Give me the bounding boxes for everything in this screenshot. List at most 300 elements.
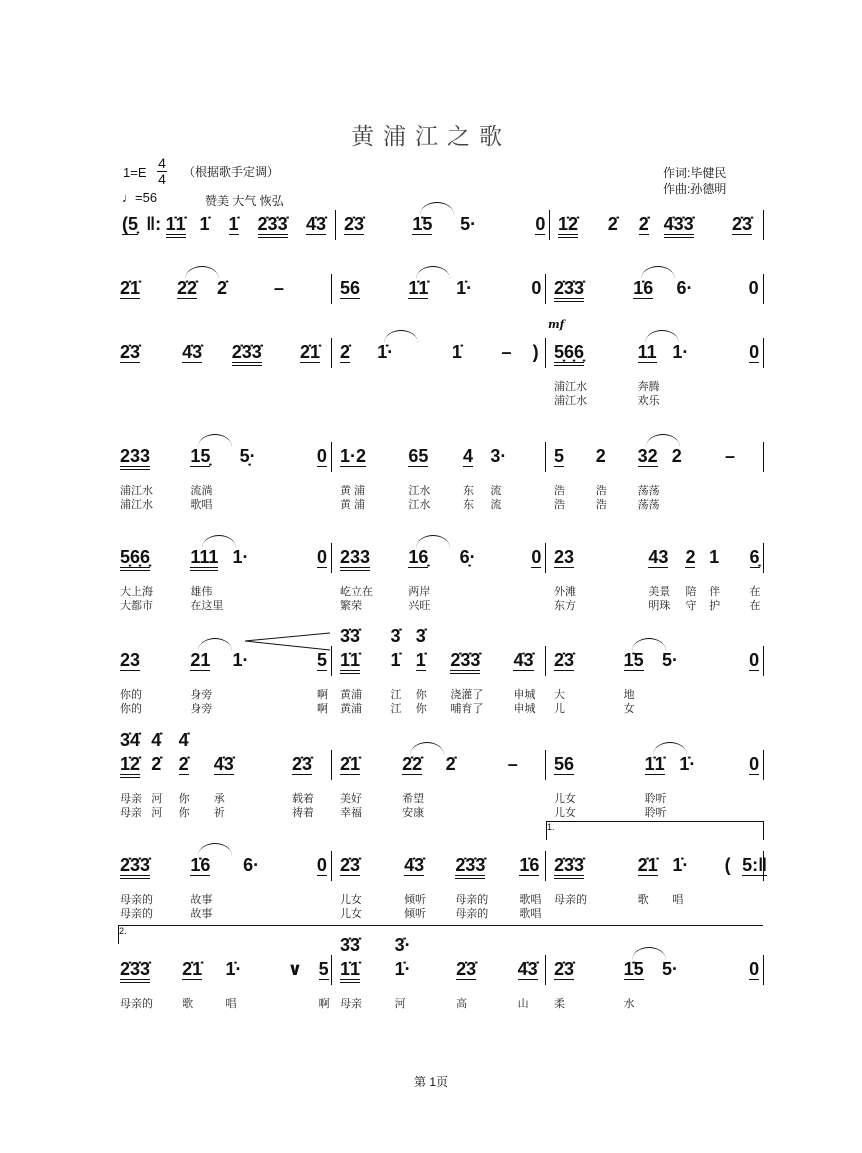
note: 16̣ <box>408 547 429 567</box>
lyric: 大都市 <box>120 600 153 612</box>
lyric: 祈 <box>213 807 225 819</box>
note: 4̇3̇ <box>182 342 203 362</box>
note-column <box>554 646 624 715</box>
staff-system <box>114 822 768 920</box>
note: 1̇· <box>672 855 689 875</box>
lyric: 倾听 <box>404 894 427 906</box>
note-column <box>317 543 331 573</box>
note: 1̇2̇ <box>120 754 141 774</box>
lyric: 儿女 <box>554 793 576 805</box>
note-column <box>318 955 331 1010</box>
note: 2̇3̇3̇ <box>120 855 151 875</box>
lyric: 黄浦 <box>340 703 362 715</box>
measure <box>332 851 546 920</box>
note: 5· <box>661 650 678 670</box>
note-column <box>531 543 545 573</box>
note: 0 <box>749 342 760 362</box>
lyric: 欢乐 <box>637 395 660 407</box>
note: 5· <box>460 214 477 234</box>
note: – <box>725 446 736 466</box>
note: 6̣ <box>749 547 760 567</box>
note-column <box>288 955 319 985</box>
lyric: 倾听 <box>404 908 427 920</box>
note: 2̇ <box>607 214 618 234</box>
note: 5̣6̣6̣ <box>554 342 585 362</box>
note-column <box>742 851 768 881</box>
note: 5 <box>316 650 327 670</box>
lyric: 浩 <box>554 499 565 511</box>
note-column <box>725 851 742 881</box>
note-column <box>709 543 749 612</box>
note: 4̇3̇ <box>404 855 425 875</box>
note-column <box>120 955 182 1010</box>
lyric: 儿女 <box>340 908 362 920</box>
tempo: ♩=56 <box>122 190 158 205</box>
measure <box>332 750 546 819</box>
lyric: 母亲的 <box>120 908 153 920</box>
note: – <box>273 278 284 298</box>
staff-system <box>114 926 764 1010</box>
lyric: 歌唱 <box>519 908 542 920</box>
note-column <box>213 750 292 819</box>
note: 0 <box>316 547 327 567</box>
lyric: 东 <box>463 499 474 511</box>
lyric: 河 <box>394 998 406 1010</box>
note: 11 <box>637 342 657 362</box>
note: 5:‖ <box>742 855 768 875</box>
note-column <box>463 442 490 511</box>
note-column <box>623 646 662 715</box>
note: 4̇3̇3̇ <box>663 214 694 234</box>
lyric: 你 <box>415 689 427 701</box>
note: 4̇3̇ <box>513 650 534 670</box>
note-column <box>340 626 390 715</box>
note: – <box>507 754 518 774</box>
note: 4̇3̇ <box>517 959 538 979</box>
note-column <box>644 750 680 819</box>
note-column <box>340 274 408 304</box>
note: 1̇1̇ <box>340 650 361 670</box>
lyric: 母亲的 <box>120 998 153 1010</box>
note-column <box>178 730 214 819</box>
note: 4̇3̇ <box>213 754 234 774</box>
note: 6· <box>676 278 693 298</box>
volta-bracket: 1. <box>546 821 764 840</box>
note: 43 <box>648 547 669 567</box>
note: 2̇1̇ <box>299 342 320 362</box>
note-column <box>517 955 545 1010</box>
note-column <box>190 851 243 920</box>
lyric: 啊 <box>316 689 328 701</box>
lyric: 身旁 <box>190 703 213 715</box>
measure <box>114 955 332 1010</box>
lyric: 浦江水 <box>554 381 587 393</box>
note: 0 <box>531 547 542 567</box>
note-column <box>340 338 377 368</box>
note: 2̇1̇ <box>637 855 658 875</box>
note: ( <box>724 855 731 875</box>
lyric: 黄 浦 <box>340 499 366 511</box>
measure <box>114 274 332 304</box>
note-column <box>664 210 732 240</box>
lyric: 儿 <box>554 703 565 715</box>
lyric: 兴旺 <box>408 600 431 612</box>
lyric: 希望 <box>402 793 425 805</box>
note-column <box>274 274 331 304</box>
lyric: 荡荡 <box>637 485 660 497</box>
measure <box>332 274 546 304</box>
note: 2̇3̇3̇ <box>120 959 151 979</box>
note: 2 <box>671 446 682 466</box>
lyric: 母亲的 <box>554 894 587 906</box>
lyric: 山 <box>517 998 529 1010</box>
measure <box>546 543 764 612</box>
note-column <box>151 730 178 819</box>
lyric: 幸福 <box>340 807 362 819</box>
note-column <box>460 543 532 573</box>
note-column <box>120 274 177 304</box>
note-column <box>258 210 306 240</box>
note-column <box>554 274 633 304</box>
note: 1̇2̇ <box>558 214 579 234</box>
note-column <box>316 646 331 715</box>
note: 1̇1̇ <box>340 959 361 979</box>
note: 2 <box>685 547 696 567</box>
note-column <box>637 338 673 407</box>
lyric: 雄伟 <box>190 586 213 598</box>
lyric: 母亲 <box>340 998 362 1010</box>
note: ) <box>532 342 539 362</box>
lyric: 在 <box>749 586 761 598</box>
lyric: 安康 <box>402 807 425 819</box>
note-column <box>340 543 408 612</box>
lyric: 母亲 <box>120 807 142 819</box>
note: – <box>501 342 512 362</box>
note: 2̇3̇ <box>731 214 752 234</box>
measure <box>546 646 764 715</box>
lyric: 荡荡 <box>637 499 660 511</box>
note: 6· <box>243 855 260 875</box>
lyric: 浦江水 <box>120 499 153 511</box>
note: 1̇5 <box>412 214 433 234</box>
lyricist: 作词:毕健民 <box>663 166 727 180</box>
lyric: 你的 <box>120 689 142 701</box>
staff-system <box>114 338 764 407</box>
note: 1̇· <box>225 959 242 979</box>
lyric: 哺育了 <box>450 703 484 715</box>
key-note: （根据歌手定调） <box>183 165 280 179</box>
note: 2̇3̇ <box>344 214 365 234</box>
lyric: 浩 <box>595 499 607 511</box>
note-column <box>677 274 749 304</box>
note: 56 <box>554 754 575 774</box>
note-column <box>404 851 455 920</box>
harmony-note: 3̇3̇ <box>340 935 361 955</box>
lyric: 你的 <box>120 703 142 715</box>
note-column <box>120 646 190 715</box>
note-column <box>120 543 190 612</box>
note-column <box>340 935 395 1010</box>
measure <box>114 210 336 240</box>
note: 2̇ <box>340 342 351 362</box>
note: 1̇6 <box>190 855 211 875</box>
note: ∨ <box>287 959 303 979</box>
lyric: 陪 <box>685 586 697 598</box>
note-column <box>122 210 146 240</box>
lyric: 故事 <box>190 894 213 906</box>
lyric: 浩 <box>554 485 565 497</box>
note-column <box>749 274 763 304</box>
note: 3· <box>490 446 507 466</box>
note-column <box>508 750 545 780</box>
lyric: 流 <box>490 485 502 497</box>
note-column <box>306 210 335 240</box>
measure <box>546 274 764 304</box>
lyric: 聆听 <box>644 793 667 805</box>
note-column <box>452 338 502 368</box>
measure <box>332 338 546 368</box>
lyric: 东方 <box>554 600 576 612</box>
measure <box>114 730 332 819</box>
lyric: 啊 <box>316 703 328 715</box>
note: 0 <box>748 278 759 298</box>
lyric: 美景 <box>648 586 671 598</box>
note-column <box>608 210 639 240</box>
note-column <box>340 750 402 819</box>
lyric: 繁荣 <box>340 600 362 612</box>
lyric: 女 <box>623 703 635 715</box>
note: 1̇6 <box>633 278 654 298</box>
measure <box>332 543 546 612</box>
lyric: 地 <box>623 689 635 701</box>
note: ‖: <box>146 214 162 234</box>
note: 1̇· <box>456 278 473 298</box>
note: 233 <box>340 547 371 567</box>
note-column <box>317 851 331 881</box>
composer: 作曲:孙德明 <box>663 182 727 196</box>
note: 0 <box>535 214 546 234</box>
note: 0 <box>749 959 760 979</box>
note: 2̇1̇ <box>182 959 203 979</box>
note: 1̇1̇ <box>165 214 186 234</box>
note: 1̇· <box>377 342 394 362</box>
note: 2̇3̇3̇ <box>554 278 585 298</box>
note-column <box>554 955 624 1010</box>
note: 2̇ <box>445 754 456 774</box>
note-column <box>120 338 182 368</box>
staff-system <box>114 274 764 304</box>
note-column <box>233 543 317 573</box>
note-column <box>749 646 763 676</box>
staff-system <box>114 442 764 511</box>
note-column <box>408 442 463 511</box>
note: 111 <box>190 547 219 567</box>
lyric: 儿女 <box>340 894 362 906</box>
note-column <box>232 338 300 368</box>
note: 2̇3̇ <box>456 959 477 979</box>
lyric: 载着 <box>291 793 314 805</box>
time-bottom: 4 <box>158 171 166 187</box>
harmony-note: 4̇ <box>151 730 162 750</box>
note-column <box>456 955 518 1010</box>
note-column <box>408 543 459 612</box>
lyric: 水 <box>623 998 635 1010</box>
note-column <box>243 851 317 881</box>
note-column <box>672 851 724 906</box>
note-column <box>217 274 274 304</box>
note: 1̇6 <box>519 855 540 875</box>
lyric: 申城 <box>513 703 536 715</box>
lyric: 故事 <box>190 908 213 920</box>
note-column <box>554 338 638 407</box>
lyric: 大上海 <box>120 586 153 598</box>
lyric: 柔 <box>554 998 565 1010</box>
note: 4 <box>463 446 474 466</box>
note: 56 <box>340 278 361 298</box>
staff-system <box>114 730 764 819</box>
lyric: 流淌 <box>190 485 213 497</box>
note: 1̇5 <box>623 650 644 670</box>
note: 1̇ <box>228 214 239 234</box>
lyric: 护 <box>709 600 721 612</box>
note-column <box>513 646 545 715</box>
note: 2̇3̇ <box>291 754 312 774</box>
staff-system <box>114 626 764 715</box>
note-column <box>300 338 331 368</box>
lyric: 你 <box>178 793 190 805</box>
time-signature <box>157 156 167 187</box>
note-column <box>390 626 415 715</box>
note-column <box>519 851 545 920</box>
note: 23 <box>554 547 575 567</box>
harmony-note: 3̇ <box>415 626 426 646</box>
harmony-note: 3̇ <box>390 626 401 646</box>
note: 1· <box>232 547 249 567</box>
lyric: 母亲的 <box>455 894 489 906</box>
note: 5̣· <box>239 446 256 466</box>
note: 15̣ <box>190 446 211 466</box>
note: 2̇3̇3̇ <box>257 214 288 234</box>
note: 5̣6̣6̣ <box>120 547 151 567</box>
note-column <box>749 955 763 985</box>
note-column <box>749 338 763 368</box>
measure <box>114 646 332 715</box>
measure <box>550 210 764 240</box>
page-number: 第 1页 <box>413 1075 448 1089</box>
lyric: 唱 <box>225 998 237 1010</box>
note: 0 <box>749 650 760 670</box>
measure <box>114 338 332 368</box>
lyric: 歌唱 <box>519 894 542 906</box>
note: 2̇ <box>216 278 227 298</box>
lyric: 唱 <box>672 894 684 906</box>
measure <box>546 851 768 906</box>
note-column <box>637 442 672 511</box>
note-column <box>402 750 445 819</box>
lyric: 歌 <box>637 894 649 906</box>
note: 2̇3̇3̇ <box>231 342 262 362</box>
note-column <box>291 750 331 819</box>
note-column <box>554 442 596 511</box>
measure <box>546 442 764 511</box>
note: 2̇ <box>151 754 162 774</box>
note: 2̇ <box>178 754 189 774</box>
note-column <box>456 274 531 304</box>
note-column <box>177 274 217 304</box>
song-title: 黄浦江之歌 <box>351 124 511 150</box>
note: 0 <box>316 855 327 875</box>
note: 6̣· <box>459 547 476 567</box>
note: 2̇3̇ <box>340 855 361 875</box>
lyric: 你 <box>178 807 190 819</box>
note-column <box>182 955 225 1010</box>
note: 2̇3̇3̇ <box>554 855 585 875</box>
note: 2̇3̇3̇ <box>450 650 481 670</box>
note: 1· <box>672 342 689 362</box>
note-column <box>190 442 239 511</box>
note-column <box>533 338 545 368</box>
lyric: 浩 <box>595 485 607 497</box>
note-column <box>408 274 456 304</box>
lyric: 在这里 <box>190 600 224 612</box>
note-column <box>732 210 763 240</box>
lyric: 伴 <box>709 586 721 598</box>
note-column <box>672 442 725 472</box>
note-column <box>190 646 232 715</box>
measure <box>114 851 332 920</box>
note: 2̇2̇ <box>402 754 423 774</box>
note-column <box>558 210 608 240</box>
note-column <box>190 543 232 612</box>
measure <box>546 955 764 1010</box>
note: 1̇ <box>390 650 401 670</box>
measure <box>546 338 764 407</box>
note-column <box>340 442 408 511</box>
note-column <box>233 646 317 676</box>
note: 1 <box>709 547 720 567</box>
note: 1̇· <box>394 959 411 979</box>
lyric: 申城 <box>513 689 536 701</box>
lyric: 守 <box>685 600 697 612</box>
measure <box>332 442 546 511</box>
lyric: 浇灌了 <box>450 689 484 701</box>
note-column <box>317 442 331 472</box>
note-column <box>554 851 638 906</box>
note-column <box>685 543 709 612</box>
note-column <box>377 338 452 368</box>
note-column <box>637 851 673 906</box>
note-column <box>225 955 288 1010</box>
note-column <box>648 543 685 612</box>
note: 1̇1̇ <box>644 754 665 774</box>
lyric: 河 <box>151 807 163 819</box>
lyric: 黄浦 <box>340 689 362 701</box>
note-column <box>394 935 457 1010</box>
measure <box>114 543 332 612</box>
lyric: 江水 <box>408 485 431 497</box>
note-column <box>595 442 638 511</box>
note-column <box>554 543 648 612</box>
lyric: 歌唱 <box>190 499 213 511</box>
note: 1̇ <box>451 342 462 362</box>
note: 1· <box>232 650 249 670</box>
note-column <box>639 210 664 240</box>
lyric: 东 <box>463 485 474 497</box>
staff-system <box>114 210 764 240</box>
note: 23 <box>120 650 141 670</box>
lyric: 在 <box>749 600 761 612</box>
note: 2̇3̇3̇ <box>455 855 486 875</box>
